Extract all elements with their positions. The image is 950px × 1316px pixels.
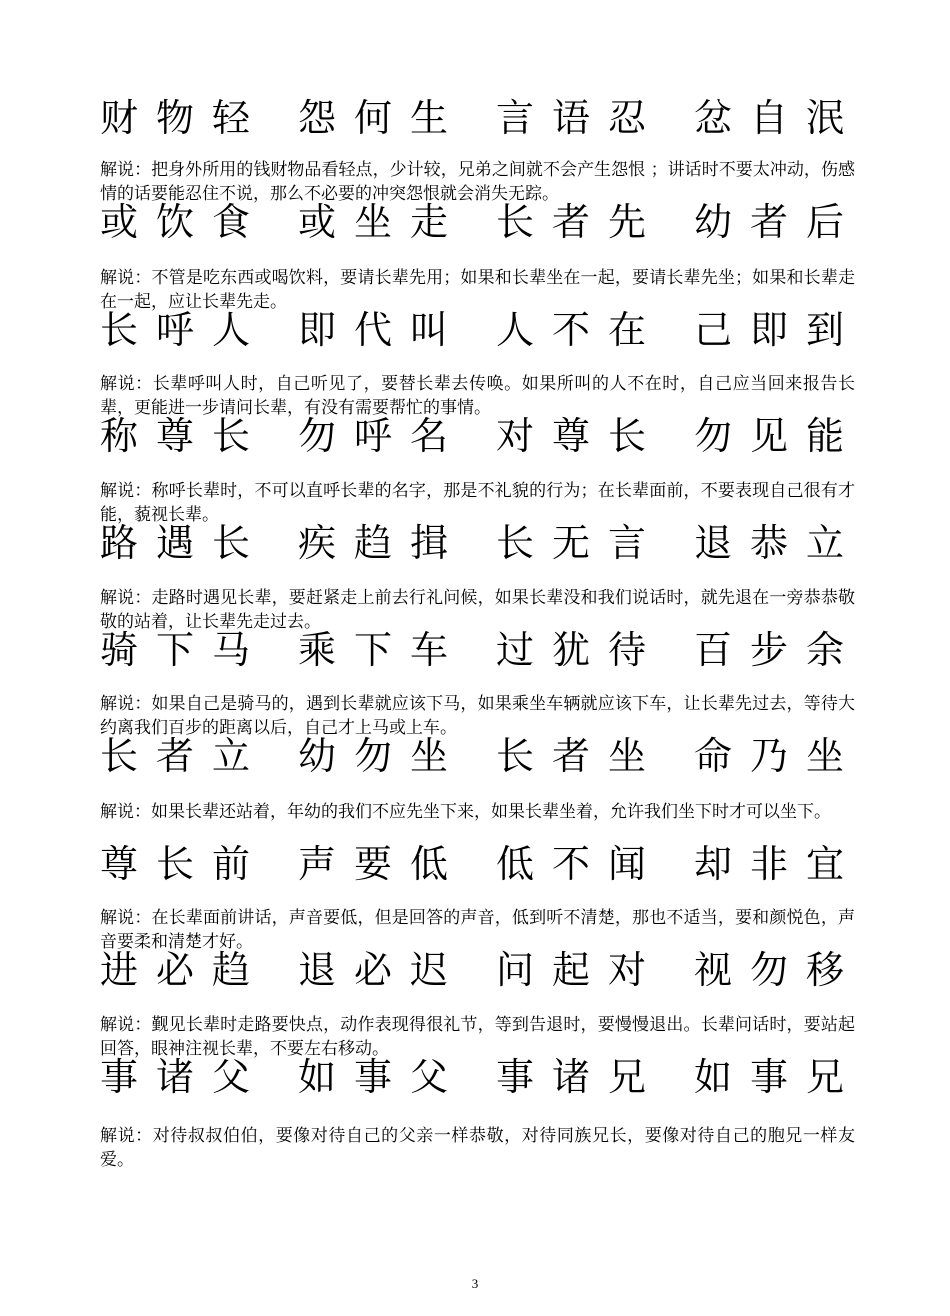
verse-phrase: 怨何生 (298, 96, 467, 140)
verse-phrase: 视勿移 (694, 948, 863, 992)
verse-line (100, 94, 862, 142)
verse-phrase: 骑下马 (100, 628, 269, 672)
verse-phrase: 言语忍 (496, 96, 665, 140)
verse-phrase: 称尊长 (100, 414, 269, 458)
verse-phrase: 对尊长 (496, 414, 665, 458)
explanation-paragraph: 解说：如果长辈还站着，年幼的我们不应先坐下来，如果长辈坐着，允许我们坐下时才可以坐下。 (100, 802, 831, 822)
verse-phrase: 长者坐 (496, 734, 665, 778)
verse-phrase: 或坐走 (298, 200, 467, 244)
explanation-paragraph: 解说：如果自己是骑马的，遇到长辈就应该下马，如果乘坐车辆就应该下车，让长辈先过去，等待大约离我们百步的距离以后，自己才上马或上车。 (100, 694, 855, 738)
verse-phrase: 长无言 (496, 521, 665, 565)
verse-phrase: 长者先 (496, 200, 665, 244)
explanation-paragraph: 解说：觐见长辈时走路要快点，动作表现得很礼节，等到告退时，要慢慢退出。长辈问话时，要站起回答，眼神注视长辈，不要左右移动。 (100, 1015, 855, 1059)
verse-phrase: 进必趋 (100, 948, 269, 992)
verse-phrase: 如事兄 (694, 1055, 863, 1099)
verse-phrase: 事诸兄 (496, 1055, 665, 1099)
verse-phrase: 路遇长 (100, 521, 269, 565)
verse-line (100, 732, 862, 780)
verse-phrase: 命乃坐 (694, 734, 863, 778)
verse-phrase: 却非宜 (694, 842, 863, 886)
explanation-paragraph: 解说：走路时遇见长辈，要赶紧走上前去行礼问候，如果长辈没和我们说话时，就先退在一旁恭恭敬敬的站着，让长辈先走过去。 (100, 588, 855, 632)
verse-phrase: 百步余 (694, 628, 863, 672)
verse-line (100, 519, 862, 567)
verse-line (100, 306, 862, 354)
explanation-paragraph: 解说：长辈呼叫人时，自己听见了，要替长辈去传唤。如果所叫的人不在时，自己应当回来报告长辈，更能进一步请问长辈，有没有需要帮忙的事情。 (100, 374, 855, 418)
verse-phrase: 退恭立 (694, 521, 863, 565)
explanation-paragraph: 解说：在长辈面前讲话，声音要低，但是回答的声音，低到听不清楚，那也不适当，要和颜悦色，声音要柔和清楚才好。 (100, 908, 855, 952)
verse-phrase: 问起对 (496, 948, 665, 992)
explanation-paragraph: 解说：对待叔叔伯伯，要像对待自己的父亲一样恭敬，对待同族兄长，要像对待自己的胞兄一样友爱。 (100, 1126, 855, 1170)
verse-phrase: 即代叫 (298, 308, 467, 352)
verse-phrase: 退必迟 (298, 948, 467, 992)
explanation-paragraph: 解说：把身外所用的钱财物品看轻点，少计较，兄弟之间就不会产生怨恨 ；讲话时不要太冲动，伤感情的话要能忍住不说，那么不必要的冲突怨恨就会消失无踪。 (100, 160, 855, 204)
verse-phrase: 或饮食 (100, 200, 269, 244)
verse-phrase: 过犹待 (496, 628, 665, 672)
verse-phrase: 疾趋揖 (298, 521, 467, 565)
verse-phrase: 事诸父 (100, 1055, 269, 1099)
verse-phrase: 幼勿坐 (298, 734, 467, 778)
verse-phrase: 长者立 (100, 734, 269, 778)
verse-phrase: 人不在 (496, 308, 665, 352)
verse-line (100, 412, 862, 460)
verse-phrase: 如事父 (298, 1055, 467, 1099)
verse-phrase: 乘下车 (298, 628, 467, 672)
verse-line (100, 1053, 862, 1101)
verse-line (100, 626, 862, 674)
explanation-paragraph: 解说：称呼长辈时，不可以直呼长辈的名字，那是不礼貌的行为；在长辈面前，不要表现自己很有才能，藐视长辈。 (100, 481, 855, 525)
page-number: 3 (471, 1276, 479, 1291)
verse-phrase: 尊长前 (100, 842, 269, 886)
verse-phrase: 声要低 (298, 842, 467, 886)
verse-phrase: 低不闻 (496, 842, 665, 886)
verse-phrase: 幼者后 (694, 200, 863, 244)
verse-phrase: 长呼人 (100, 308, 269, 352)
verse-phrase: 财物轻 (100, 96, 269, 140)
verse-phrase: 勿呼名 (298, 414, 467, 458)
verse-phrase: 勿见能 (694, 414, 863, 458)
verse-line (100, 198, 862, 246)
verse-line (100, 840, 862, 888)
explanation-paragraph: 解说：不管是吃东西或喝饮料，要请长辈先用；如果和长辈坐在一起，要请长辈先坐；如果和长辈走在一起，应让长辈先走。 (100, 268, 855, 312)
verse-phrase: 忿自泯 (694, 96, 863, 140)
verse-line (100, 946, 862, 994)
verse-phrase: 己即到 (694, 308, 863, 352)
